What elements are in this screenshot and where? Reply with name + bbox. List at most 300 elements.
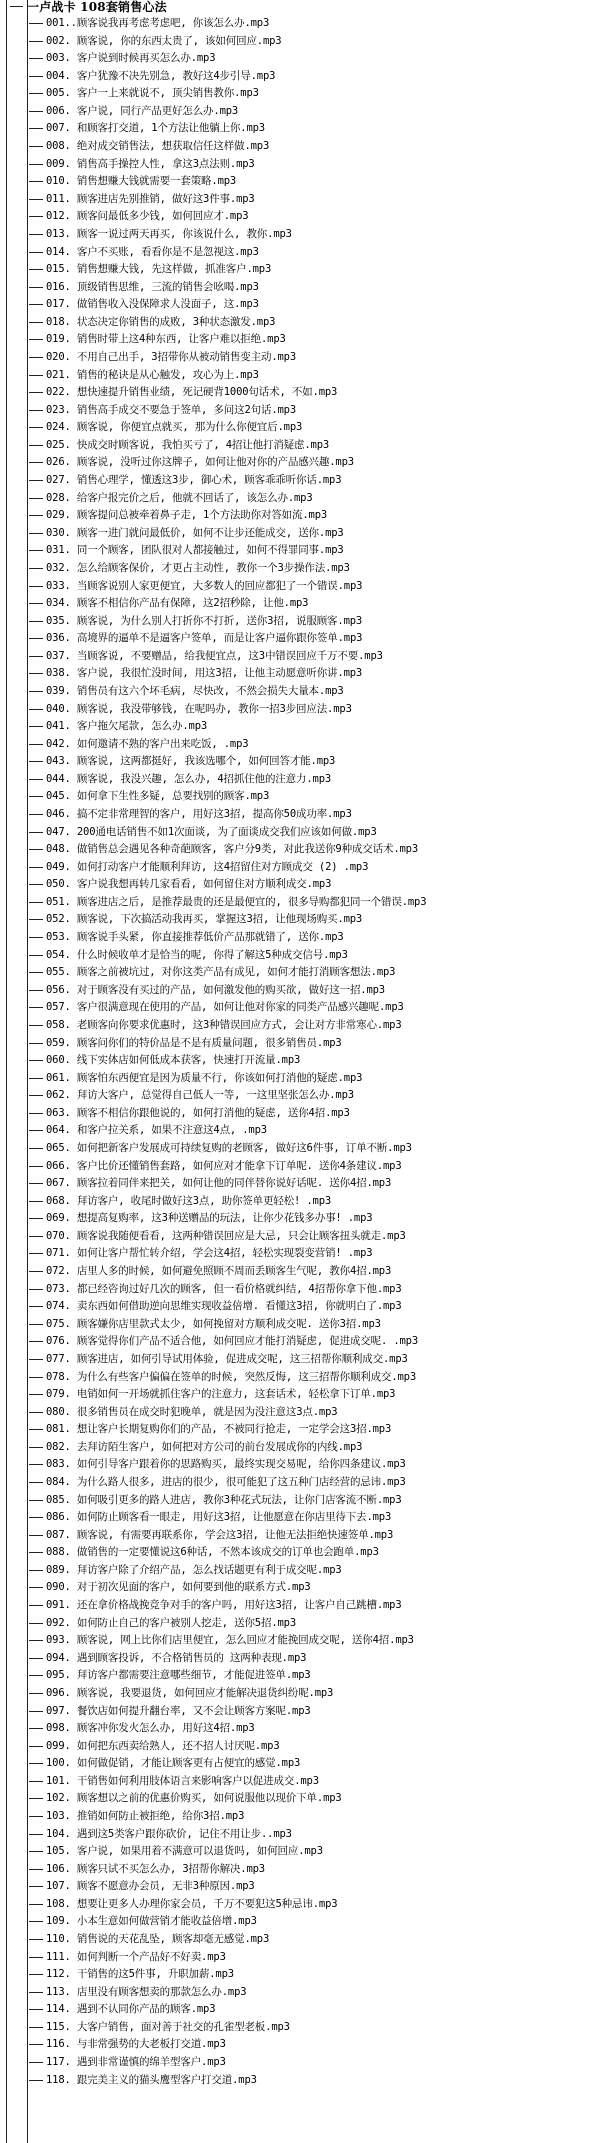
file-name: 108. 想要让更多人办理你家会员, 千万不要犯这5种忌讳.mp3 xyxy=(46,1897,338,1910)
file-name: 048. 做销售总会遇见各种奇葩顾客, 客户分9类, 对此我送你9种成交话术.mp3 xyxy=(46,843,419,856)
tree-branch-line xyxy=(29,1886,43,1887)
file-row[interactable] xyxy=(0,560,609,578)
file-row[interactable] xyxy=(0,824,609,842)
file-row[interactable] xyxy=(0,437,609,455)
file-name: 113. 店里没有顾客想卖的那款怎么办.mp3 xyxy=(46,1985,247,1998)
tree-branch-line xyxy=(29,867,43,868)
file-name: 063. 顾客不相信你跟他说的, 如何打消他的疑虑, 送你4招.mp3 xyxy=(46,1106,350,1119)
tree-branch-line xyxy=(29,1007,43,1008)
file-name: 094. 遇到顾客投诉, 不合格销售员的 这两种表现.mp3 xyxy=(46,1651,307,1664)
file-row[interactable] xyxy=(0,1738,609,1756)
file-row[interactable] xyxy=(0,1615,609,1633)
file-row[interactable] xyxy=(0,1087,609,1105)
file-name: 072. 店里人多的时候, 如何避免照顾不周而丢顾客生气呢, 教你4招.mp3 xyxy=(46,1265,392,1278)
file-name: 001..顾客说我再考虑考虑吧, 你该怎么办.mp3 xyxy=(46,17,270,29)
tree-branch-line xyxy=(29,849,43,850)
tree-branch-line xyxy=(29,1992,43,1993)
file-name: 018. 状态决定你销售的成败, 3种状态激发.mp3 xyxy=(46,315,276,328)
file-row[interactable] xyxy=(0,1808,609,1826)
file-name: 047. 200通电话销售不如1次面谈, 为了面谈成交我们应该如何做.mp3 xyxy=(46,825,377,838)
file-name: 102. 顾客想以之前的优惠价购买, 如何说服他以现价下单.mp3 xyxy=(46,1792,342,1805)
file-name: 027. 销售心理学, 懂透这3步, 御心术, 顾客乖乖听你话.mp3 xyxy=(46,474,342,487)
file-row[interactable] xyxy=(0,1527,609,1545)
file-name: 107. 顾客不愿意办会员, 无非3种原因.mp3 xyxy=(46,1880,255,1893)
tree-branch-line xyxy=(29,568,43,569)
file-row[interactable] xyxy=(0,349,609,367)
tree-branch-line xyxy=(29,164,43,165)
file-name: 003. 客户说到时候再买怎么办.mp3 xyxy=(46,52,216,65)
file-row[interactable] xyxy=(0,402,609,420)
file-row[interactable] xyxy=(0,630,609,648)
tree-branch-line xyxy=(29,726,43,727)
file-row[interactable] xyxy=(0,2001,609,2019)
file-row[interactable] xyxy=(0,138,609,156)
file-row[interactable] xyxy=(0,911,609,929)
file-row[interactable] xyxy=(0,156,609,174)
tree-branch-line xyxy=(29,1201,43,1202)
file-row[interactable] xyxy=(0,1826,609,1844)
tree-branch-line xyxy=(29,357,43,358)
file-row[interactable] xyxy=(0,1456,609,1474)
file-row[interactable] xyxy=(0,1632,609,1650)
tree-branch-line xyxy=(29,1253,43,1254)
file-name: 115. 大客户销售, 面对善于社交的孔雀型老板.mp3 xyxy=(46,2020,290,2033)
tree-branch-line xyxy=(29,2027,43,2028)
file-name: 066. 客户比价还懂销售套路, 如何应对才能拿下订单呢. 送你4条建议.mp3 xyxy=(46,1159,402,1172)
file-row[interactable] xyxy=(0,1316,609,1334)
tree-branch-line xyxy=(29,1623,43,1624)
file-row[interactable] xyxy=(0,1474,609,1492)
file-row[interactable] xyxy=(0,314,609,332)
file-row[interactable] xyxy=(0,50,609,68)
file-name: 111. 如何判断一个产品好不好卖.mp3 xyxy=(46,1950,226,1963)
file-name: 036. 高境界的逼单不是逼客户签单, 而是让客户逼你跟你签单.mp3 xyxy=(46,632,363,645)
file-row[interactable] xyxy=(0,859,609,877)
file-row[interactable] xyxy=(0,771,609,789)
tree-branch-line xyxy=(29,1289,43,1290)
file-row[interactable] xyxy=(0,1281,609,1299)
file-row[interactable] xyxy=(0,1650,609,1668)
tree-branch-line xyxy=(29,76,43,77)
file-row[interactable] xyxy=(0,1421,609,1439)
tree-branch-line xyxy=(29,1816,43,1817)
folder-name: 一卢战卡 108套销售心法 xyxy=(27,0,167,14)
file-row[interactable] xyxy=(0,507,609,525)
tree-branch-line xyxy=(29,41,43,42)
file-row[interactable] xyxy=(0,1790,609,1808)
file-row[interactable] xyxy=(0,103,609,121)
file-row[interactable] xyxy=(0,1210,609,1228)
tree-branch-line xyxy=(29,375,43,376)
file-row[interactable] xyxy=(0,1245,609,1263)
tree-branch-line xyxy=(29,515,43,516)
file-name: 040. 顾客说, 我没带够钱, 在呢吗办, 教你一招3步回应法.mp3 xyxy=(46,702,352,715)
tree-branch-line xyxy=(29,1429,43,1430)
file-row[interactable] xyxy=(0,472,609,490)
tree-branch-line xyxy=(29,1341,43,1342)
tree-branch-line xyxy=(29,884,43,885)
file-row[interactable] xyxy=(0,490,609,508)
file-name: 046. 搞不定非常理智的客户, 用好这3招, 提高你50成功率.mp3 xyxy=(46,808,352,821)
file-row[interactable] xyxy=(0,1579,609,1597)
file-row[interactable] xyxy=(0,648,609,666)
file-row[interactable] xyxy=(0,1263,609,1281)
file-name: 017. 做销售收入没保障求人没面子, 这.mp3 xyxy=(46,298,259,311)
tree-branch-line xyxy=(29,691,43,692)
tree-branch-line xyxy=(29,621,43,622)
file-name: 015. 销售想赚大钱, 先这样做, 抓准客户.mp3 xyxy=(46,263,272,276)
file-row[interactable] xyxy=(0,1878,609,1896)
file-name: 035. 顾客说, 为什么别人打折你不打折, 送你3招, 说服顾客.mp3 xyxy=(46,614,363,627)
file-name: 008. 绝对成交销售法, 想获取信任这样做.mp3 xyxy=(46,140,270,153)
file-name: 054. 什么时候收单才是恰当的呢, 你得了解这5种成交信号.mp3 xyxy=(46,948,348,961)
tree-branch-line xyxy=(29,322,43,323)
tree-branch-line xyxy=(29,744,43,745)
file-row[interactable] xyxy=(0,85,609,103)
tree-branch-line xyxy=(29,972,43,973)
file-name: 095. 拜访客户都需要注意哪些细节, 才能促进签单.mp3 xyxy=(46,1669,311,1682)
file-row[interactable] xyxy=(0,68,609,86)
file-name: 109. 小本生意如何做营销才能收益倍增.mp3 xyxy=(46,1915,257,1928)
tree-branch-line xyxy=(29,796,43,797)
file-row[interactable] xyxy=(0,15,609,33)
file-row[interactable] xyxy=(0,1193,609,1211)
file-row[interactable] xyxy=(0,1667,609,1685)
file-row[interactable] xyxy=(0,1773,609,1791)
file-row[interactable] xyxy=(0,261,609,279)
file-row[interactable] xyxy=(0,1685,609,1703)
file-row[interactable] xyxy=(0,1140,609,1158)
tree-branch-line xyxy=(29,761,43,762)
file-name: 071. 如何让客户帮忙转介绍, 学会这4招, 轻松实现裂变营销! .mp3 xyxy=(46,1247,373,1260)
file-name: 098. 顾客冲你发火怎么办, 用好这4招.mp3 xyxy=(46,1722,255,1735)
file-name: 012. 顾客问最低多少钱, 如何回应才.mp3 xyxy=(46,210,249,223)
tree-branch-line xyxy=(29,269,43,270)
file-row[interactable] xyxy=(0,2072,609,2090)
file-name: 118. 跟完美主义的猫头鹰型客户打交道.mp3 xyxy=(46,2073,257,2086)
file-name: 083. 如何引导客户跟着你的思路购买, 最终实现交易呢, 给你四条建议.mp3 xyxy=(46,1458,406,1471)
file-name: 067. 顾客拉着同伴来把关, 如何让他的同伴替你说好话呢. 送你4招.mp3 xyxy=(46,1177,392,1190)
file-row[interactable] xyxy=(0,1035,609,1053)
file-name: 103. 推销如何防止被拒绝, 给你3招.mp3 xyxy=(46,1809,245,1822)
tree-branch-line xyxy=(29,1552,43,1553)
tree-branch-line xyxy=(29,1869,43,1870)
file-row[interactable] xyxy=(0,226,609,244)
tree-branch-line xyxy=(29,814,43,815)
tree-branch-line xyxy=(29,410,43,411)
file-row[interactable] xyxy=(0,191,609,209)
file-row[interactable] xyxy=(0,964,609,982)
tree-branch-line xyxy=(29,832,43,833)
tree-branch-line xyxy=(29,1324,43,1325)
file-row[interactable] xyxy=(0,1404,609,1422)
file-name: 002. 顾客说, 你的东西太贵了, 该如何回应.mp3 xyxy=(46,34,282,47)
file-row[interactable] xyxy=(0,578,609,596)
file-row[interactable] xyxy=(0,1492,609,1510)
tree-branch-line xyxy=(29,1078,43,1079)
file-name: 037. 当顾客说, 不要赠品, 给我便宜点, 这3中错误回应千万不要.mp3 xyxy=(46,649,383,662)
file-name: 068. 拜访客户, 收尾时做好这3点, 助你签单更轻松! .mp3 xyxy=(46,1194,332,1207)
file-row[interactable] xyxy=(0,296,609,314)
tree-branch-line xyxy=(29,1728,43,1729)
tree-branch-line xyxy=(29,709,43,710)
file-name: 010. 销售想赚大钱就需要一套策略.mp3 xyxy=(46,175,237,188)
tree-branch-line xyxy=(29,1060,43,1061)
file-row[interactable] xyxy=(0,331,609,349)
tree-branch-line xyxy=(29,427,43,428)
file-name: 013. 顾客一说过两天再买, 你该说什么, 教你.mp3 xyxy=(46,227,292,240)
file-row[interactable] xyxy=(0,1386,609,1404)
file-name: 014. 客户不买账, 看看你是不是忽视这.mp3 xyxy=(46,245,259,258)
file-row[interactable] xyxy=(0,701,609,719)
tree-branch-line xyxy=(29,1482,43,1483)
file-name: 055. 顾客之前被坑过, 对你这类产品有成见, 如何才能打消顾客想法.mp3 xyxy=(46,966,396,979)
file-row[interactable] xyxy=(0,1351,609,1369)
file-row[interactable] xyxy=(0,173,609,191)
file-row[interactable] xyxy=(0,419,609,437)
file-row[interactable] xyxy=(0,753,609,771)
file-row[interactable] xyxy=(0,1597,609,1615)
file-row[interactable] xyxy=(0,1509,609,1527)
file-name: 077. 顾客进店, 如何引导试用体验, 促进成交呢, 这三招帮你顺利成交.mp3 xyxy=(46,1352,408,1365)
tree-branch-line xyxy=(29,1130,43,1131)
file-row[interactable] xyxy=(0,1984,609,2002)
file-name: 007. 和顾客打交道, 1个方法让他躺上你.mp3 xyxy=(46,122,265,135)
file-row[interactable] xyxy=(0,384,609,402)
tree-branch-line xyxy=(29,1148,43,1149)
file-name: 088. 做销售的一定要懂说这6种话, 不然本该成交的订单也会跑单.mp3 xyxy=(46,1546,379,1559)
tree-branch-line xyxy=(29,533,43,534)
file-row[interactable] xyxy=(0,1158,609,1176)
file-row[interactable] xyxy=(0,1720,609,1738)
tree-branch-line xyxy=(29,23,43,24)
tree-branch-line xyxy=(29,673,43,674)
tree-branch-line xyxy=(29,1377,43,1378)
file-name: 020. 不用自己出手, 3招带你从被动销售变主动.mp3 xyxy=(46,350,297,363)
file-name: 059. 顾客问你们的特价品是不是有质量问题, 很多销售员.mp3 xyxy=(46,1036,342,1049)
file-name: 028. 给客户报完价之后, 他就不回话了, 该怎么办.mp3 xyxy=(46,491,313,504)
file-name: 049. 如何打动客户才能顺利拜访, 这4招留住对方顾成交 (2) .mp3 xyxy=(46,860,369,873)
file-row[interactable] xyxy=(0,613,609,631)
file-name: 026. 顾客说, 没听过你这牌子, 如何让他对你的产品感兴趣.mp3 xyxy=(46,456,354,469)
file-name: 070. 顾客说我随便看看, 这两种错误回应是大忌, 只会让顾客扭头就走.mp3 xyxy=(46,1229,406,1242)
file-name: 006. 客户说, 同行产品更好怎么办.mp3 xyxy=(46,104,239,117)
file-row[interactable] xyxy=(0,120,609,138)
file-name: 096. 顾客说, 我要退货, 如何回应才能解决退货纠纷呢.mp3 xyxy=(46,1686,334,1699)
file-row[interactable] xyxy=(0,1562,609,1580)
tree-branch-line xyxy=(29,128,43,129)
file-row[interactable] xyxy=(0,1755,609,1773)
file-row[interactable] xyxy=(0,2036,609,2054)
file-name: 051. 顾客进店之后, 是推荐最贵的还是最便宜的, 很多导购都犯同一个错误.mp3 xyxy=(46,895,427,908)
file-name: 081. 想让客户长期复购你们的产品, 不被同行抢走, 一定学会这3招.mp3 xyxy=(46,1423,392,1436)
file-row[interactable] xyxy=(0,1298,609,1316)
file-row[interactable] xyxy=(0,2054,609,2072)
tree-branch-line xyxy=(29,1781,43,1782)
file-row[interactable] xyxy=(0,1333,609,1351)
file-name: 022. 想快速提升销售业绩, 死记硬背1000句话术, 不如.mp3 xyxy=(46,386,338,399)
tree-branch-line xyxy=(10,6,23,7)
tree-branch-line xyxy=(29,1271,43,1272)
tree-branch-line xyxy=(29,1166,43,1167)
file-name: 100. 如何做促销, 才能让顾客更有占便宜的感觉.mp3 xyxy=(46,1757,301,1770)
file-name: 038. 客户说, 我很忙没时间, 用这3招, 让他主动愿意听你讲.mp3 xyxy=(46,667,363,680)
file-name: 106. 顾客只试不买怎么办, 3招帮你解决.mp3 xyxy=(46,1862,265,1875)
file-name: 044. 顾客说, 我没兴趣, 怎么办, 4招抓住他的注意力.mp3 xyxy=(46,772,332,785)
file-name: 032. 怎么给顾客保价, 才更占主动性, 教你一个3步操作法.mp3 xyxy=(46,561,350,574)
file-row[interactable] xyxy=(0,876,609,894)
file-name: 116. 与非常强势的大老板打交道.mp3 xyxy=(46,2038,226,2051)
file-row[interactable] xyxy=(0,2019,609,2037)
tree-branch-line xyxy=(29,2044,43,2045)
file-name: 073. 都已经咨询过好几次的顾客, 但一看价格就纠结, 4招帮你拿下他.mp3 xyxy=(46,1282,402,1295)
file-name: 039. 销售员有这六个坏毛病, 尽快改, 不然会损失大量本.mp3 xyxy=(46,684,344,697)
tree-branch-line xyxy=(29,2080,43,2081)
file-name: 029. 顾客提问总被牵着鼻子走, 1个方法助你对答如流.mp3 xyxy=(46,509,328,522)
file-name: 114. 遇到不认同你产品的顾客.mp3 xyxy=(46,2003,216,2016)
tree-branch-line xyxy=(29,1394,43,1395)
file-name: 105. 客户说, 如果用着不满意可以退货吗, 如何回应.mp3 xyxy=(46,1845,323,1858)
tree-branch-line xyxy=(29,1974,43,1975)
tree-branch-line xyxy=(29,462,43,463)
tree-branch-line xyxy=(29,1834,43,1835)
file-row[interactable] xyxy=(0,279,609,297)
tree-branch-line xyxy=(29,656,43,657)
file-name: 058. 老顾客向你要求优惠时, 这3种错误回应方式, 会让对方非常寒心.mp3 xyxy=(46,1018,402,1031)
file-name: 082. 去拜访陌生客户, 如何把对方公司的前台发展成你的内线.mp3 xyxy=(46,1440,363,1453)
file-row[interactable] xyxy=(0,1017,609,1035)
file-row[interactable] xyxy=(0,841,609,859)
file-name: 084. 为什么路人很多, 进店的很少, 很可能犯了这五种门店经营的忌讳.mp3 xyxy=(46,1475,406,1488)
file-name: 062. 拜访大客户, 总觉得自己低人一等, 一这里坚张怎么办.mp3 xyxy=(46,1089,354,1102)
tree-branch-line xyxy=(29,990,43,991)
file-row[interactable] xyxy=(0,244,609,262)
tree-branch-line xyxy=(29,287,43,288)
file-row[interactable] xyxy=(0,806,609,824)
file-row[interactable] xyxy=(0,1105,609,1123)
file-row[interactable] xyxy=(0,1228,609,1246)
file-row[interactable] xyxy=(0,595,609,613)
file-row[interactable] xyxy=(0,999,609,1017)
tree-branch-line xyxy=(29,1640,43,1641)
file-name: 085. 如何吸引更多的路人进店, 教你3种花式玩法, 让你门店客流不断.mp3 xyxy=(46,1493,402,1506)
file-row[interactable] xyxy=(0,1703,609,1721)
file-name: 090. 对于初次见面的客户, 如何要到他的联系方式.mp3 xyxy=(46,1581,311,1594)
file-row[interactable] xyxy=(0,718,609,736)
tree-branch-line xyxy=(29,181,43,182)
file-row[interactable] xyxy=(0,33,609,51)
tree-branch-line xyxy=(29,1921,43,1922)
tree-branch-line xyxy=(29,111,43,112)
tree-branch-line xyxy=(29,1517,43,1518)
tree-branch-line xyxy=(29,498,43,499)
tree-branch-line xyxy=(29,1095,43,1096)
file-name: 033. 当顾客说别人家更便宜, 大多数人的回应都犯了一个错误.mp3 xyxy=(46,579,363,592)
file-row[interactable] xyxy=(0,454,609,472)
file-row[interactable] xyxy=(0,736,609,754)
tree-branch-line xyxy=(29,2062,43,2063)
file-row[interactable] xyxy=(0,982,609,1000)
tree-branch-line xyxy=(29,304,43,305)
file-name: 053. 顾客说手头紧, 你直接推荐低价产品那就错了, 送你.mp3 xyxy=(46,931,344,944)
file-row[interactable] xyxy=(0,1896,609,1914)
file-name: 011. 顾客进店先别推销, 做好这3件事.mp3 xyxy=(46,192,255,205)
tree-branch-line xyxy=(29,955,43,956)
tree-branch-line xyxy=(29,1464,43,1465)
file-row[interactable] xyxy=(0,1966,609,1984)
file-name: 045. 如何拿下生性多疑, 总要找别的顾客.mp3 xyxy=(46,790,270,803)
tree-branch-line xyxy=(29,58,43,59)
file-row[interactable] xyxy=(0,1175,609,1193)
file-row[interactable] xyxy=(0,929,609,947)
tree-branch-line xyxy=(29,1693,43,1694)
file-name: 061. 顾客怕东西便宜是因为质量不行, 你该如何打消他的疑虑.mp3 xyxy=(46,1071,363,1084)
file-name: 031. 同一个顾客, 团队很对人都接触过, 如何不得罪同事.mp3 xyxy=(46,544,344,557)
file-name: 043. 顾客说, 这两都挺好, 我该选哪个, 如何回答才能.mp3 xyxy=(46,755,336,768)
file-row[interactable] xyxy=(0,1913,609,1931)
file-row[interactable] xyxy=(0,1544,609,1562)
file-row[interactable] xyxy=(0,683,609,701)
tree-branch-line xyxy=(29,1711,43,1712)
tree-branch-line xyxy=(29,779,43,780)
file-row[interactable] xyxy=(0,1122,609,1140)
file-row[interactable] xyxy=(0,788,609,806)
tree-branch-line xyxy=(29,1412,43,1413)
file-row[interactable] xyxy=(0,947,609,965)
file-row[interactable] xyxy=(0,367,609,385)
file-row[interactable] xyxy=(0,1949,609,1967)
file-row[interactable] xyxy=(0,665,609,683)
tree-branch-line xyxy=(29,199,43,200)
tree-branch-line xyxy=(29,1746,43,1747)
file-name: 034. 顾客不相信你产品有保障, 这2招秒除, 让他.mp3 xyxy=(46,597,309,610)
file-name: 009. 销售高手操控人性, 拿这3点法则.mp3 xyxy=(46,157,255,170)
file-name: 076. 顾客觉得你们产品不适合他, 如何回应才能打消疑虑, 促进成交呢. .mp3 xyxy=(46,1335,419,1348)
file-row[interactable] xyxy=(0,1439,609,1457)
file-row[interactable] xyxy=(0,1070,609,1088)
tree-branch-line xyxy=(29,1025,43,1026)
file-name: 074. 卖东西如何借助逆向思维实现收益倍增. 看懂这3招, 你就明白了.mp3 xyxy=(46,1300,402,1313)
file-row[interactable] xyxy=(0,208,609,226)
file-row[interactable] xyxy=(0,525,609,543)
file-row[interactable] xyxy=(0,542,609,560)
file-name: 065. 如何把新客户发展成可持续复购的老顾客, 做好这6件事, 订单不断.mp3 xyxy=(46,1142,412,1154)
tree-branch-line xyxy=(29,1851,43,1852)
file-name: 110. 销售说的天花乱坠, 顾客却毫无感觉.mp3 xyxy=(46,1933,270,1946)
file-row[interactable] xyxy=(0,1052,609,1070)
file-list xyxy=(0,15,609,2089)
file-row[interactable] xyxy=(0,894,609,912)
file-name: 064. 和客户拉关系, 如果不注意这4点, .mp3 xyxy=(46,1124,267,1137)
file-row[interactable] xyxy=(0,1931,609,1949)
file-name: 023. 销售高手成交不要急于签单, 多问这2句话.mp3 xyxy=(46,403,297,416)
file-row[interactable] xyxy=(0,1369,609,1387)
tree-branch-line xyxy=(29,1763,43,1764)
file-name: 086. 如何防止顾客看一眼走, 用好这3招, 让他愿意在你店里待下去.mp3 xyxy=(46,1511,392,1524)
file-name: 016. 顶级销售思维, 三流的销售会吆喝.mp3 xyxy=(46,280,259,293)
file-row[interactable] xyxy=(0,1843,609,1861)
tree-branch-line xyxy=(29,1904,43,1905)
tree-branch-line xyxy=(29,603,43,604)
tree-branch-line xyxy=(29,1658,43,1659)
tree-branch-line xyxy=(29,146,43,147)
file-name: 087. 顾客说, 有需要再联系你, 学会这3招, 让他无法拒绝快速签单.mp3 xyxy=(46,1528,394,1541)
tree-branch-line xyxy=(29,1500,43,1501)
file-name: 030. 顾客一进门就问最低价, 如何不让步还能成交, 送你.mp3 xyxy=(46,526,344,539)
file-row[interactable] xyxy=(0,1861,609,1879)
tree-branch-line xyxy=(29,586,43,587)
tree-branch-line xyxy=(29,2009,43,2010)
